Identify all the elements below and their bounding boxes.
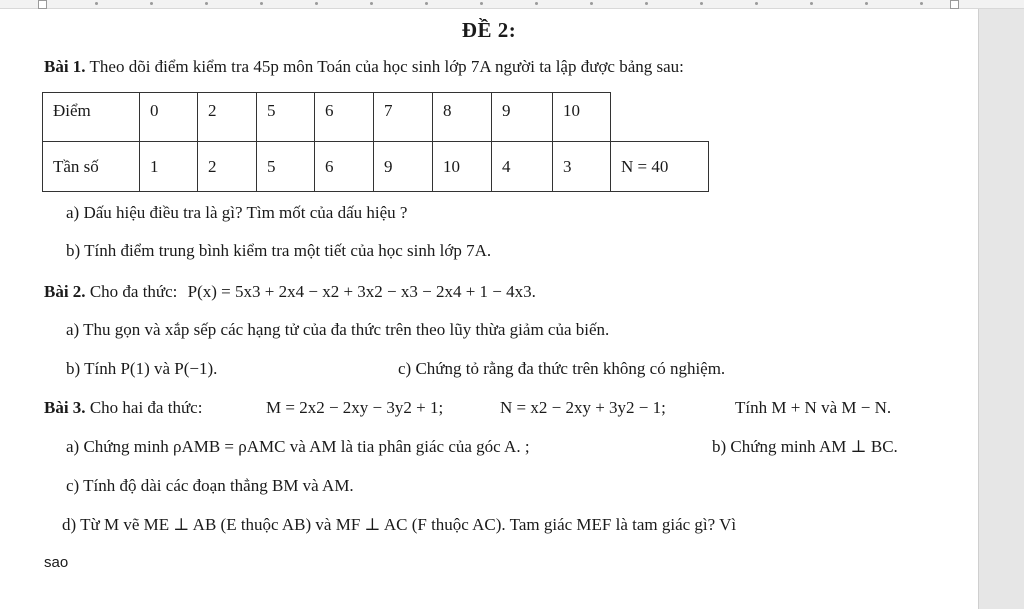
ruler-tick	[370, 2, 373, 5]
ruler-tick	[205, 2, 208, 5]
bai3-question-c: c) Tính độ dài các đoạn thẳng BM và AM.	[66, 476, 354, 495]
table-cell: 2	[198, 142, 257, 192]
ruler-tick	[865, 2, 868, 5]
table-cell: 0	[140, 93, 198, 142]
ruler-tick	[480, 2, 483, 5]
table-cell: 3	[553, 142, 611, 192]
bai3-polynomial-n: N = x2 − 2xy + 3y2 − 1;	[500, 398, 666, 417]
table-cell: 5	[257, 93, 315, 142]
table-cell: 5	[257, 142, 315, 192]
bai2-label: Bài 2.	[44, 282, 86, 301]
bai3-task: Tính M + N và M − N.	[735, 398, 892, 417]
ruler-tick	[810, 2, 813, 5]
bai3-question-d: d) Từ M vẽ ME ⊥ AB (E thuộc AB) và MF ⊥ AC (F thuộc AC). Tam giác MEF là tam giác gì? Vì	[62, 515, 737, 534]
table-cell: 9	[374, 142, 433, 192]
bai3-text: Cho hai đa thức:	[89, 398, 203, 417]
table-cell: 8	[433, 93, 492, 142]
bai3-polynomial-m: M = 2x2 − 2xy − 3y2 + 1;	[266, 398, 444, 417]
ruler-tick	[535, 2, 538, 5]
bai2-text: Cho đa thức:	[89, 282, 178, 301]
bai2-polynomial: P(x) = 5x3 + 2x4 − x2 + 3x2 − x3 − 2x4 + 1 − 4x3.	[187, 282, 536, 301]
table-cell: 2	[198, 93, 257, 142]
table-cell: 6	[315, 142, 374, 192]
bai2-heading	[44, 282, 536, 302]
table-cell: Điểm	[43, 93, 140, 142]
ruler-tick	[315, 2, 318, 5]
ruler[interactable]	[0, 0, 1024, 9]
bai3-question-a: a) Chứng minh ρAMB = ρAMC và AM là tia phân giác của góc A. ;	[66, 437, 530, 456]
right-indent-marker[interactable]	[950, 0, 959, 9]
table-cell-empty	[611, 93, 709, 142]
table-cell: 6	[315, 93, 374, 142]
ruler-tick	[645, 2, 648, 5]
table-cell: Tần số	[43, 142, 140, 192]
bai1-heading	[44, 57, 684, 77]
table-cell-total: N = 40	[611, 142, 709, 192]
table-cell: 4	[492, 142, 553, 192]
ruler-tick	[590, 2, 593, 5]
bai3-question-d-continued: sao	[44, 554, 69, 571]
bai1-question-a: a) Dấu hiệu điều tra là gì? Tìm mốt của dấu hiệu ?	[66, 203, 408, 222]
bai2-question-a: a) Thu gọn và xắp sếp các hạng tử của đa thức trên theo lũy thừa giảm của biến.	[66, 320, 610, 339]
table-row-frequency	[43, 142, 709, 192]
bai3-label: Bài 3.	[44, 398, 86, 417]
ruler-tick	[95, 2, 98, 5]
table-cell: 10	[553, 93, 611, 142]
ruler-tick	[755, 2, 758, 5]
table-row-score	[43, 93, 709, 142]
table-cell: 7	[374, 93, 433, 142]
ruler-tick	[920, 2, 923, 5]
bai2-question-c: c) Chứng tỏ rằng đa thức trên không có nghiệm.	[398, 359, 726, 378]
frequency-table	[42, 92, 709, 192]
table-cell: 10	[433, 142, 492, 192]
bai1-text: Theo dõi điểm kiểm tra 45p môn Toán của học sinh lớp 7A người ta lập được bảng sau:	[89, 57, 684, 76]
ruler-tick	[425, 2, 428, 5]
table-cell: 9	[492, 93, 553, 142]
indent-marker[interactable]	[38, 0, 47, 9]
table-cell: 1	[140, 142, 198, 192]
ruler-tick	[700, 2, 703, 5]
bai1-label: Bài 1.	[44, 57, 86, 76]
exam-title: ĐỀ 2:	[461, 18, 517, 42]
bai3-question-b: b) Chứng minh AM ⊥ BC.	[712, 437, 898, 456]
ruler-tick	[260, 2, 263, 5]
ruler-tick	[150, 2, 153, 5]
bai1-question-b: b) Tính điểm trung bình kiểm tra một tiết của học sinh lớp 7A.	[66, 241, 492, 260]
bai3-heading	[44, 398, 202, 418]
bai2-question-b: b) Tính P(1) và P(−1).	[66, 359, 218, 378]
